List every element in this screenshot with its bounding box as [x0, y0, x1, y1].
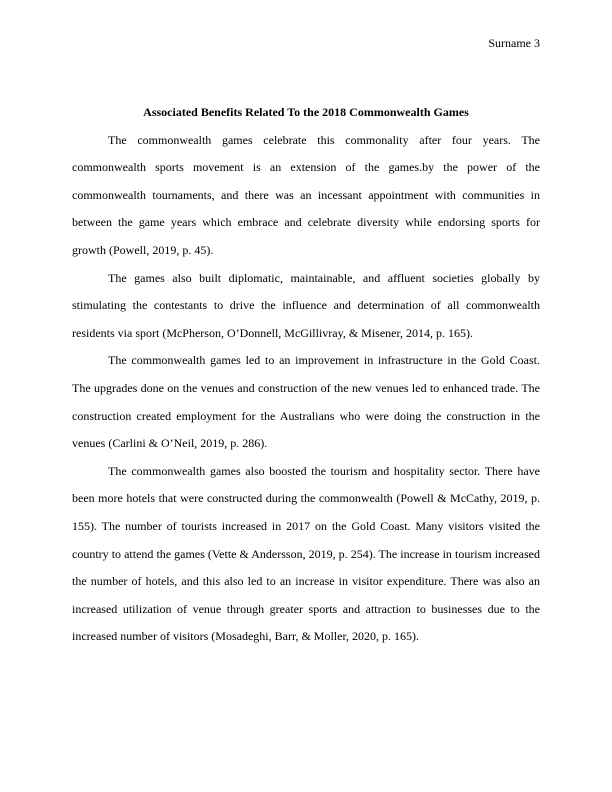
- document-title: Associated Benefits Related To the 2018 Commonwealth Games: [143, 105, 469, 119]
- paragraph-1: The commonwealth games celebrate this commonality after four years. The commonwealth sports movement is an extension of the games.by the power of the commonwealth tournaments, and there was an incessant appointment with communities in between the game years which embrace and celebrate diversity while endorsing sports for growth (Powell, 2019, p. 45).: [72, 132, 540, 257]
- running-head: Surname 3: [488, 36, 540, 50]
- paragraph-2: The games also built diplomatic, maintainable, and affluent societies globally by stimulating the contestants to drive the influence and determination of all commonwealth residents via sport (McPherson, O’Donnell, McGillivray, & Misener, 2014, p. 165).: [72, 270, 540, 340]
- document-body: [72, 99, 540, 651]
- paragraph-3: The commonwealth games led to an improvement in infrastructure in the Gold Coast. The upgrades done on the venues and construction of the new venues led to enhanced trade. The construction created employment for the Australians who were doing the construction in the venues (Carlini & O’Neil, 2019, p. 286).: [72, 353, 540, 451]
- paragraph-4: The commonwealth games also boosted the tourism and hospitality sector. There have been more hotels that were constructed during the commonwealth (Powell & McCathy, 2019, p. 155). The number of tourists increased in 2017 on the Gold Coast. Many visitors visited the country to attend the games (Vette & Andersson, 2019, p. 254). The increase in tourism increased the number of hotels, and this also led to an increase in visitor expenditure. There was also an increased utilization of venue through greater sports and attraction to businesses due to the increased number of visitors (Mosadeghi, Barr, & Moller, 2020, p. 165).: [72, 463, 540, 644]
